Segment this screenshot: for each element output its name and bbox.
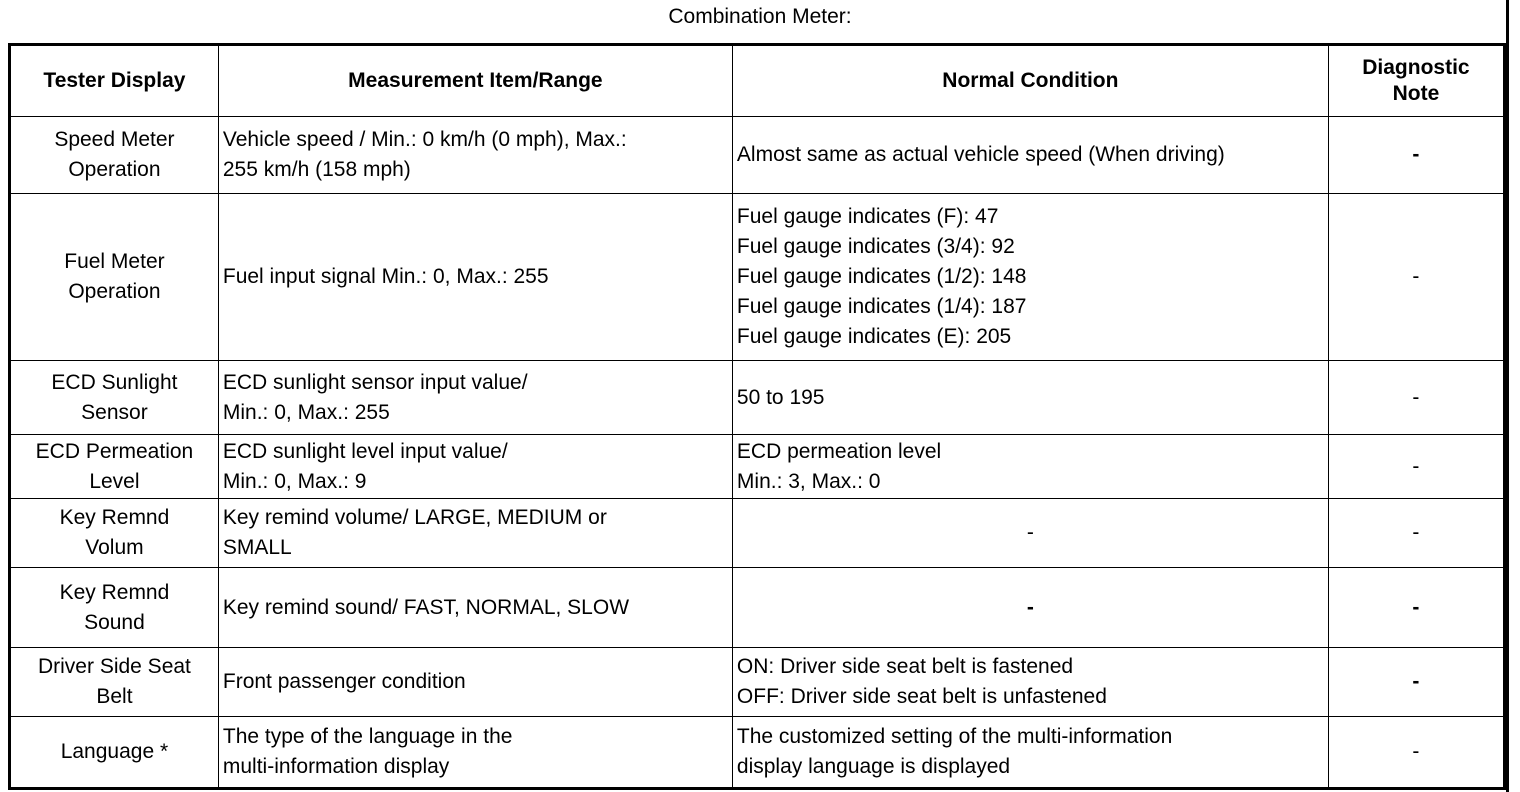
header-diagnostic-note-line2: Note bbox=[1392, 82, 1440, 105]
cell-line: Operation bbox=[68, 279, 161, 303]
measurement-cell bbox=[218, 499, 732, 567]
cell-line: Front passenger condition bbox=[222, 669, 466, 693]
cell-line: 50 to 195 bbox=[736, 385, 825, 409]
header-normal-condition: Normal Condition bbox=[732, 45, 1328, 117]
table-header-row bbox=[10, 45, 1505, 117]
measurement-cell bbox=[218, 648, 732, 716]
table-row bbox=[10, 193, 1505, 360]
cell-line: Volum bbox=[85, 536, 144, 560]
cell-line: Level bbox=[89, 469, 140, 493]
cell-line: Belt bbox=[96, 684, 133, 708]
measurement-cell bbox=[218, 716, 732, 788]
normal-condition-cell bbox=[732, 567, 1328, 648]
cell-line: The customized setting of the multi-information bbox=[736, 724, 1173, 748]
cell-line: OFF: Driver side seat belt is unfastened bbox=[736, 684, 1107, 708]
cell-line: The type of the language in the bbox=[222, 724, 513, 748]
cell-line: Almost same as actual vehicle speed (When driving) bbox=[736, 142, 1225, 166]
cell-line: ECD Permeation bbox=[35, 439, 194, 463]
normal-condition-cell bbox=[732, 648, 1328, 716]
measurement-cell bbox=[218, 360, 732, 434]
cell-line: Fuel input signal Min.: 0, Max.: 255 bbox=[222, 264, 549, 288]
cell-line: Fuel gauge indicates (E): 205 bbox=[736, 324, 1012, 348]
cell-line: ECD sunlight level input value/ bbox=[222, 439, 508, 463]
page-edge-line bbox=[1506, 0, 1509, 792]
cell-line: Driver Side Seat bbox=[37, 654, 191, 678]
normal-condition-cell bbox=[732, 117, 1328, 194]
normal-condition-cell bbox=[732, 716, 1328, 788]
diagnostic-note-cell: - bbox=[1328, 360, 1504, 434]
cell-line: multi-information display bbox=[222, 754, 450, 778]
diagnostic-note-cell: - bbox=[1328, 648, 1504, 716]
cell-line: Key Remnd bbox=[59, 580, 170, 604]
combination-meter-table bbox=[8, 43, 1506, 790]
tester-display-cell bbox=[10, 567, 219, 648]
cell-line: Fuel Meter bbox=[64, 249, 165, 273]
table-row bbox=[10, 117, 1505, 194]
measurement-cell bbox=[218, 193, 732, 360]
measurement-cell bbox=[218, 435, 732, 499]
cell-line: ECD permeation level bbox=[736, 439, 942, 463]
tester-display-cell bbox=[10, 435, 219, 499]
cell-line: Vehicle speed / Min.: 0 km/h (0 mph), Max.: bbox=[222, 127, 627, 151]
diagnostic-note-cell: - bbox=[1328, 193, 1504, 360]
measurement-cell bbox=[218, 567, 732, 648]
diagnostic-note-cell: - bbox=[1328, 567, 1504, 648]
cell-line: Min.: 3, Max.: 0 bbox=[736, 469, 881, 493]
table-row bbox=[10, 360, 1505, 434]
table-row bbox=[10, 567, 1505, 648]
cell-line: display language is displayed bbox=[736, 754, 1011, 778]
header-tester-display: Tester Display bbox=[10, 45, 219, 117]
cell-line: Sensor bbox=[81, 400, 148, 424]
cell-line: Key remind sound/ FAST, NORMAL, SLOW bbox=[222, 595, 630, 619]
cell-line: SMALL bbox=[222, 536, 292, 560]
header-diagnostic-note bbox=[1328, 45, 1504, 117]
cell-line: Fuel gauge indicates (1/2): 148 bbox=[736, 264, 1027, 288]
tester-display-cell bbox=[10, 360, 219, 434]
cell-line: - bbox=[1026, 595, 1034, 619]
normal-condition-cell bbox=[732, 499, 1328, 567]
cell-line: - bbox=[1026, 521, 1034, 545]
table-row bbox=[10, 716, 1505, 788]
cell-line: 255 km/h (158 mph) bbox=[222, 157, 411, 181]
cell-line: Fuel gauge indicates (3/4): 92 bbox=[736, 234, 1015, 258]
table-row bbox=[10, 648, 1505, 716]
cell-line: ECD sunlight sensor input value/ bbox=[222, 370, 528, 394]
normal-condition-cell bbox=[732, 435, 1328, 499]
cell-line: Operation bbox=[68, 157, 161, 181]
cell-line: Sound bbox=[84, 610, 145, 634]
cell-line: Key Remnd bbox=[59, 506, 170, 530]
header-diagnostic-note-line1: Diagnostic bbox=[1362, 56, 1470, 79]
cell-line: Fuel gauge indicates (1/4): 187 bbox=[736, 294, 1027, 318]
diagnostic-note-cell: - bbox=[1328, 117, 1504, 194]
tester-display-cell bbox=[10, 716, 219, 788]
cell-line: ON: Driver side seat belt is fastened bbox=[736, 654, 1074, 678]
diagnostic-note-cell: - bbox=[1328, 716, 1504, 788]
table-row bbox=[10, 435, 1505, 499]
table-row bbox=[10, 499, 1505, 567]
diagnostic-note-cell: - bbox=[1328, 435, 1504, 499]
tester-display-cell bbox=[10, 499, 219, 567]
table-caption: Combination Meter: bbox=[668, 5, 852, 28]
diagnostic-note-cell: - bbox=[1328, 499, 1504, 567]
tester-display-cell bbox=[10, 648, 219, 716]
tester-display-cell bbox=[10, 117, 219, 194]
tester-display-cell bbox=[10, 193, 219, 360]
cell-line: ECD Sunlight bbox=[51, 370, 178, 394]
cell-line: Language * bbox=[60, 739, 169, 763]
cell-line: Key remind volume/ LARGE, MEDIUM or bbox=[222, 506, 607, 530]
header-measurement-item: Measurement Item/Range bbox=[218, 45, 732, 117]
measurement-cell bbox=[218, 117, 732, 194]
cell-line: Min.: 0, Max.: 255 bbox=[222, 400, 390, 424]
cell-line: Speed Meter bbox=[54, 127, 175, 151]
normal-condition-cell bbox=[732, 193, 1328, 360]
normal-condition-cell bbox=[732, 360, 1328, 434]
cell-line: Min.: 0, Max.: 9 bbox=[222, 469, 367, 493]
cell-line: Fuel gauge indicates (F): 47 bbox=[736, 204, 999, 228]
